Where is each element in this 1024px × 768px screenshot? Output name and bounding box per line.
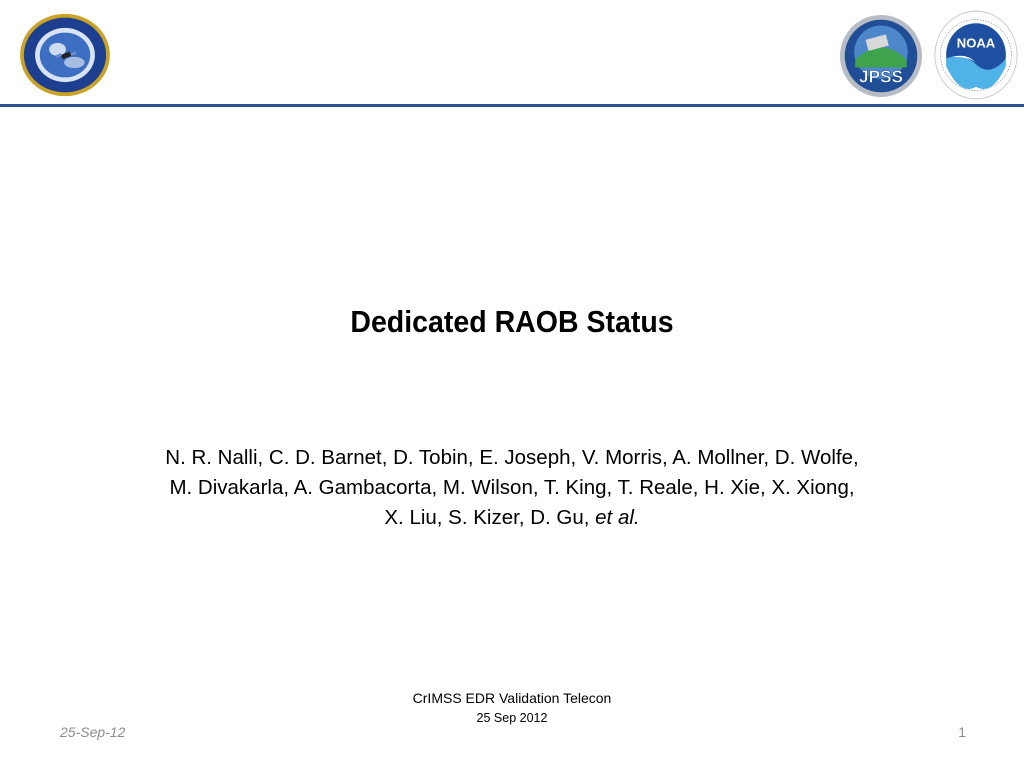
- svg-text:JPSS: JPSS: [859, 66, 903, 87]
- et-al-text: et al.: [595, 506, 640, 529]
- noaa-emblem-icon: [934, 10, 1018, 100]
- footer-date: 25-Sep-12: [60, 724, 126, 740]
- author-list: [100, 443, 924, 533]
- author-line-3-names: X. Liu, S. Kizer, D. Gu,: [384, 506, 596, 529]
- meeting-date: 25 Sep 2012: [476, 711, 548, 725]
- author-line-1: N. R. Nalli, C. D. Barnet, D. Tobin, E. Joseph, V. Morris, A. Mollner, D. Wolfe,: [165, 446, 859, 469]
- slide-number: 1: [958, 724, 966, 740]
- jpss-logo-icon: [838, 14, 924, 98]
- author-line-3: [100, 503, 924, 533]
- header-rule: [0, 104, 1024, 107]
- svg-text:NOAA: NOAA: [956, 35, 996, 51]
- noaa-nesdis-star-seal-icon: [18, 12, 112, 98]
- meeting-name: CrIMSS EDR Validation Telecon: [412, 690, 612, 706]
- slide-title: Dedicated RAOB Status: [350, 304, 674, 339]
- author-line-2: M. Divakarla, A. Gambacorta, M. Wilson, T. King, T. Reale, H. Xie, X. Xiong,: [169, 476, 855, 499]
